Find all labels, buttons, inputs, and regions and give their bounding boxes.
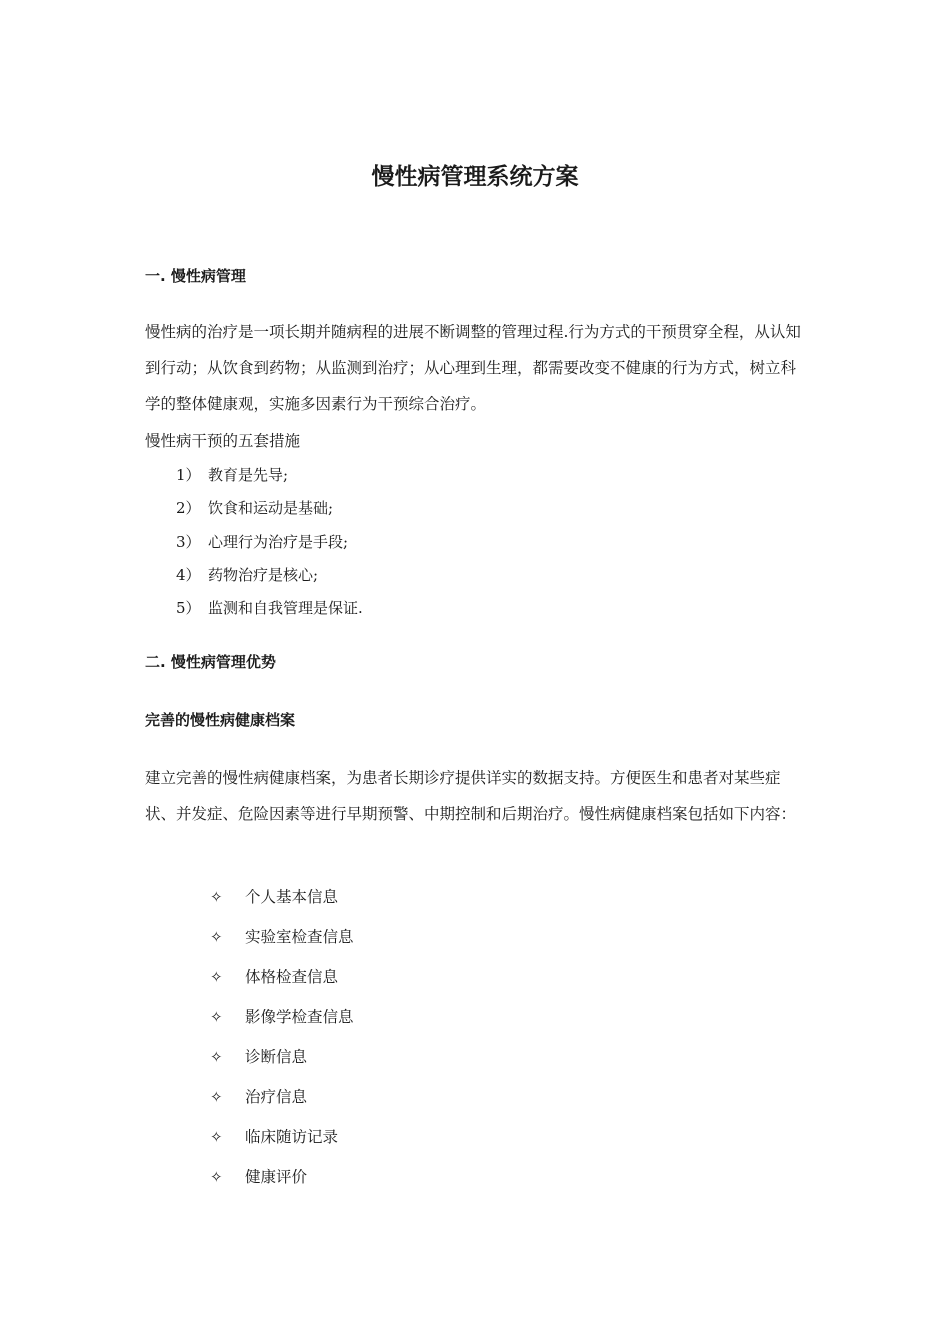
measure-text: 监测和自我管理是保证. (208, 599, 363, 617)
diamond-bullet-icon: ✧ (210, 888, 223, 906)
record-item-text: 诊断信息 (245, 1048, 308, 1066)
record-list-item (210, 885, 338, 909)
measures-title: 慢性病干预的五套措施 (145, 432, 301, 450)
record-list-item (210, 1085, 307, 1109)
measure-text: 心理行为治疗是手段; (208, 533, 349, 551)
document-title: 慢性病管理系统方案 (371, 164, 579, 190)
record-item-text: 体格检查信息 (245, 968, 339, 986)
record-list-item (210, 1005, 354, 1029)
diamond-bullet-icon: ✧ (210, 1008, 223, 1026)
record-list-item (210, 1125, 338, 1149)
measure-item (176, 496, 333, 520)
record-list-item (210, 965, 338, 989)
record-item-text: 健康评价 (245, 1168, 308, 1186)
section2-heading: 二. 慢性病管理优势 (145, 653, 276, 671)
record-item-text: 临床随访记录 (245, 1128, 339, 1146)
measure-item (176, 563, 318, 587)
section1-paragraph: 慢性病的治疗是一项长期并随病程的进展不断调整的管理过程.行为方式的干预贯穿全程，从认知到行动；从饮食到药物；从监测到治疗；从心理到生理，都需要改变不健康的行为方式，树立科学的整体健康观，实施多因素行为干预综合治疗。 (145, 323, 801, 413)
measure-item (176, 530, 348, 554)
record-list-item (210, 925, 354, 949)
record-item-text: 实验室检查信息 (245, 928, 354, 946)
diamond-bullet-icon: ✧ (210, 928, 223, 946)
record-list-item (210, 1165, 307, 1189)
diamond-bullet-icon: ✧ (210, 1128, 223, 1146)
measure-number: 4） (176, 566, 201, 584)
measure-text: 教育是先导; (208, 466, 289, 484)
measure-item (176, 596, 363, 620)
section2-paragraph: 建立完善的慢性病健康档案，为患者长期诊疗提供详实的数据支持。方便医生和患者对某些症状、并发症、危险因素等进行早期预警、中期控制和后期治疗。慢性病健康档案包括如下内容： (145, 769, 797, 823)
measure-number: 3） (176, 533, 201, 551)
measure-item (176, 463, 288, 487)
measure-number: 2） (176, 499, 201, 517)
measure-text: 饮食和运动是基础; (208, 499, 334, 517)
diamond-bullet-icon: ✧ (210, 1048, 223, 1066)
measure-number: 1） (176, 466, 201, 484)
record-item-text: 个人基本信息 (245, 888, 339, 906)
diamond-bullet-icon: ✧ (210, 1168, 223, 1186)
record-item-text: 治疗信息 (245, 1088, 308, 1106)
measure-text: 药物治疗是核心; (208, 566, 319, 584)
diamond-bullet-icon: ✧ (210, 1088, 223, 1106)
record-item-text: 影像学检查信息 (245, 1008, 354, 1026)
section1-heading: 一. 慢性病管理 (145, 267, 246, 285)
record-list-item (210, 1045, 307, 1069)
section2-subheading: 完善的慢性病健康档案 (145, 711, 296, 729)
measure-number: 5） (176, 599, 201, 617)
diamond-bullet-icon: ✧ (210, 968, 223, 986)
